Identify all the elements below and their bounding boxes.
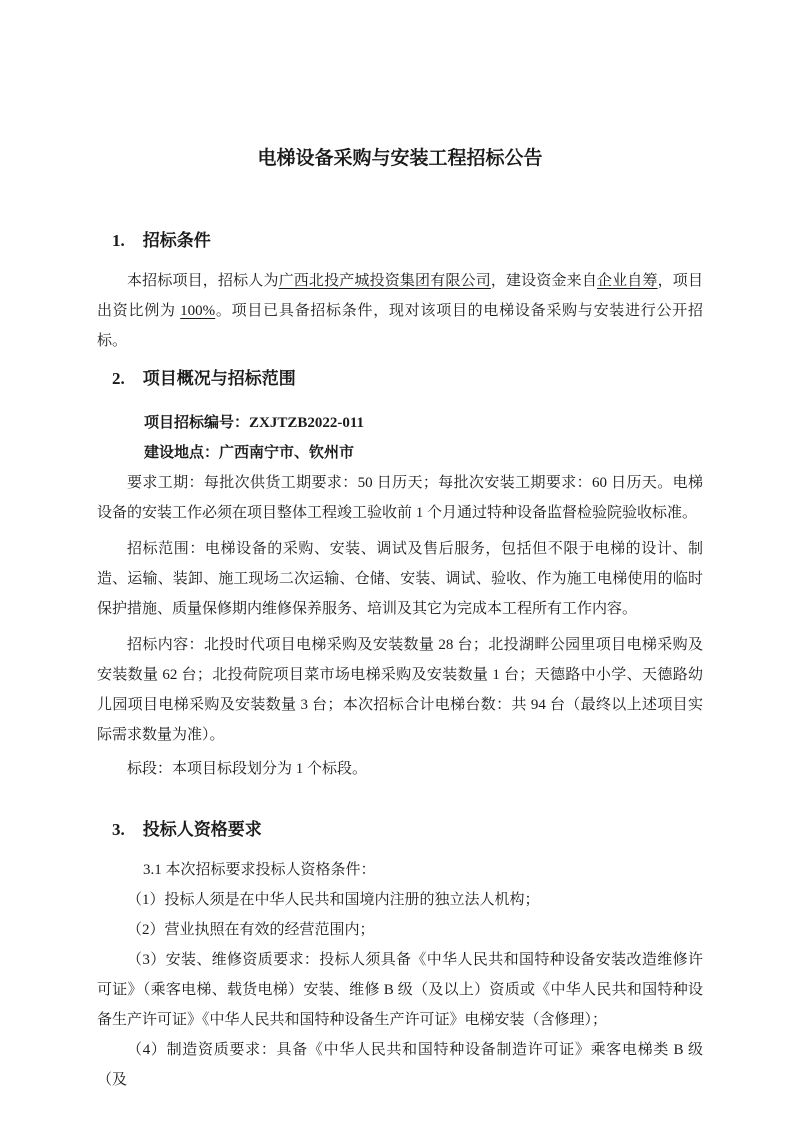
construction-location-line: 建设地点：广西南宁市、钦州市 [144, 445, 355, 461]
section-3-number: 3. [112, 820, 125, 839]
tender-content-paragraph: 招标内容：北投时代项目电梯采购及安装数量 28 台；北投湖畔公园里项目电梯采购及安装数量 62 台；北投荷院项目菜市场电梯采购及安装数量 1 台；天德路中小学、天德路幼儿园项目电梯采购及安装数量 3 台；本次招标合计电梯台数：共 94 台（最终以上述项目实际需求数量为准）。 [97, 637, 703, 743]
qualification-intro-line: 3.1 本次招标要求投标人资格条件： [143, 862, 376, 878]
plain-text: ，项目出资比例为 [97, 273, 703, 319]
tender-scope-paragraph: 招标范围：电梯设备的采购、安装、调试及售后服务，包括但不限于电梯的设计、制造、运输、装卸、施工现场二次运输、仓储、安装、调试、验收、作为施工电梯使用的临时保护措施、质量保修期内维修保养服务、培训及其它为完成本工程所有工作内容。 [97, 541, 703, 617]
qualification-item-2: （2）营业执照在有效的经营范围内； [127, 922, 375, 938]
section-1-heading [97, 228, 703, 254]
section-1-number: 1. [112, 231, 125, 250]
plain-text: ，建设资金来自 [490, 273, 597, 289]
section-2-heading [97, 366, 703, 392]
section-3-heading [97, 817, 703, 843]
qualification-item-4: （4）制造资质要求：具备《中华人民共和国特种设备制造许可证》乘客电梯类 B 级（及 [97, 1042, 703, 1088]
section-3-title: 投标人资格要求 [142, 820, 262, 839]
plain-text: 。项目已具备招标条件，现对该项目的电梯设备采购与安装进行公开招标。 [97, 303, 703, 349]
document-title: 电梯设备采购与安装工程招标公告 [257, 148, 543, 169]
tender-number-line: 项目招标编号：ZXJTZB2022-011 [144, 415, 365, 431]
section-2-number: 2. [112, 369, 125, 388]
bid-sections-paragraph: 标段：本项目标段划分为 1 个标段。 [127, 761, 368, 777]
section-2-title: 项目概况与招标范围 [142, 369, 296, 388]
required-duration-paragraph: 要求工期：每批次供货工期要求：50 日历天；每批次安装工期要求：60 日历天。电梯设备的安装工作必须在项目整体工程竣工验收前 1 个月通过特种设备监督检验院验收标准。 [97, 475, 703, 521]
underlined-text: 企业自筹 [596, 273, 658, 289]
qualification-item-1: （1）投标人须是在中华人民共和国境内注册的独立法人机构； [127, 892, 540, 908]
qualification-item-3: （3）安装、维修资质要求：投标人须具备《中华人民共和国特种设备安装改造维修许可证》（乘客电梯、载货电梯）安装、维修 B 级（及以上）资质或《中华人民共和国特种设备生产许可证》《中华人民共和国特种设备生产许可证》电梯安装（含修理）； [97, 952, 703, 1028]
plain-text: 本招标项目，招标人为 [127, 273, 279, 289]
tender-conditions-paragraph [97, 266, 703, 356]
section-1-title: 招标条件 [142, 231, 211, 250]
underlined-text: 广西北投产城投资集团有限公司 [278, 273, 491, 289]
underlined-text: 100% [180, 303, 216, 319]
